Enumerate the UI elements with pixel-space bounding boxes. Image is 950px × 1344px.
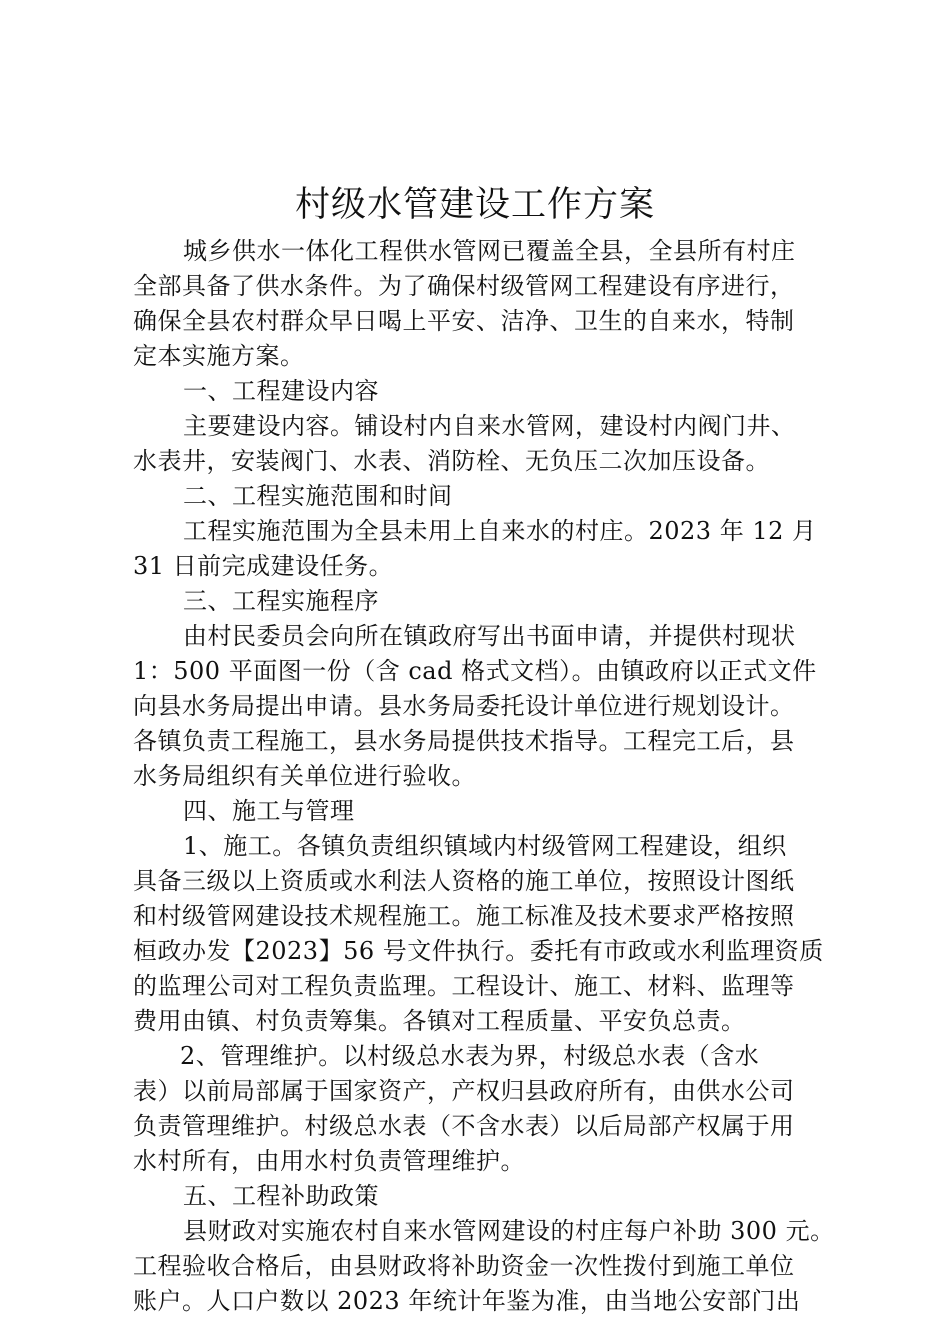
- paragraph-line: 1、施工。各镇负责组织镇域内村级管网工程建设，组织: [183, 832, 787, 860]
- paragraph-line: 2、管理维护。以村级总水表为界，村级总水表（含水: [180, 1042, 760, 1070]
- paragraph-line: 全部具备了供水条件。为了确保村级管网工程建设有序进行，: [133, 272, 795, 300]
- section-heading: 五、工程补助政策: [183, 1182, 379, 1210]
- paragraph-line: 水表井，安装阀门、水表、消防栓、无负压二次加压设备。: [133, 447, 770, 475]
- paragraph-line: 定本实施方案。: [133, 342, 305, 370]
- paragraph-line: 的监理公司对工程负责监理。工程设计、施工、材料、监理等: [133, 972, 795, 1000]
- paragraph-line: 向县水务局提出申请。县水务局委托设计单位进行规划设计。: [133, 692, 795, 720]
- paragraph-line: 主要建设内容。铺设村内自来水管网，建设村内阀门井、: [183, 412, 796, 440]
- paragraph-line: 工程验收合格后，由县财政将补助资金一次性拨付到施工单位: [133, 1252, 795, 1280]
- paragraph-line: 31 日前完成建设任务。: [133, 552, 394, 580]
- paragraph-line: 负责管理维护。村级总水表（不含水表）以后局部产权属于用: [133, 1112, 795, 1140]
- paragraph-line: 费用由镇、村负责筹集。各镇对工程质量、平安负总责。: [133, 1007, 746, 1035]
- paragraph-line: 各镇负责工程施工，县水务局提供技术指导。工程完工后，县: [133, 727, 795, 755]
- paragraph-line: 和村级管网建设技术规程施工。施工标准及技术要求严格按照: [133, 902, 795, 930]
- paragraph-line: 确保全县农村群众早日喝上平安、洁净、卫生的自来水，特制: [133, 307, 795, 335]
- paragraph-line: 水务局组织有关单位进行验收。: [133, 762, 476, 790]
- section-heading: 二、工程实施范围和时间: [183, 482, 453, 510]
- paragraph-line: 桓政办发【2023】56 号文件执行。委托有市政或水利监理资质: [133, 937, 824, 965]
- paragraph-line: 具备三级以上资质或水利法人资格的施工单位，按照设计图纸: [133, 867, 795, 895]
- paragraph-line: 工程实施范围为全县未用上自来水的村庄。2023 年 12 月: [183, 517, 817, 545]
- paragraph-line: 水村所有，由用水村负责管理维护。: [133, 1147, 525, 1175]
- paragraph-line: 由村民委员会向所在镇政府写出书面申请，并提供村现状: [183, 622, 796, 650]
- section-heading: 四、施工与管理: [183, 797, 355, 825]
- paragraph-line: 城乡供水一体化工程供水管网已覆盖全县，全县所有村庄: [183, 237, 796, 265]
- paragraph-line: 县财政对实施农村自来水管网建设的村庄每户补助 300 元。: [183, 1217, 835, 1245]
- section-heading: 三、工程实施程序: [183, 587, 379, 615]
- document-title: 村级水管建设工作方案: [294, 185, 655, 225]
- paragraph-line: 表）以前局部属于国家资产，产权归县政府所有，由供水公司: [133, 1077, 795, 1105]
- document-body: [133, 234, 833, 1319]
- paragraph-line: 账户。人口户数以 2023 年统计年鉴为准，由当地公安部门出: [133, 1287, 801, 1315]
- paragraph-line: 1：500 平面图一份（含 cad 格式文档）。由镇政府以正式文件: [133, 657, 817, 685]
- section-heading: 一、工程建设内容: [183, 377, 379, 405]
